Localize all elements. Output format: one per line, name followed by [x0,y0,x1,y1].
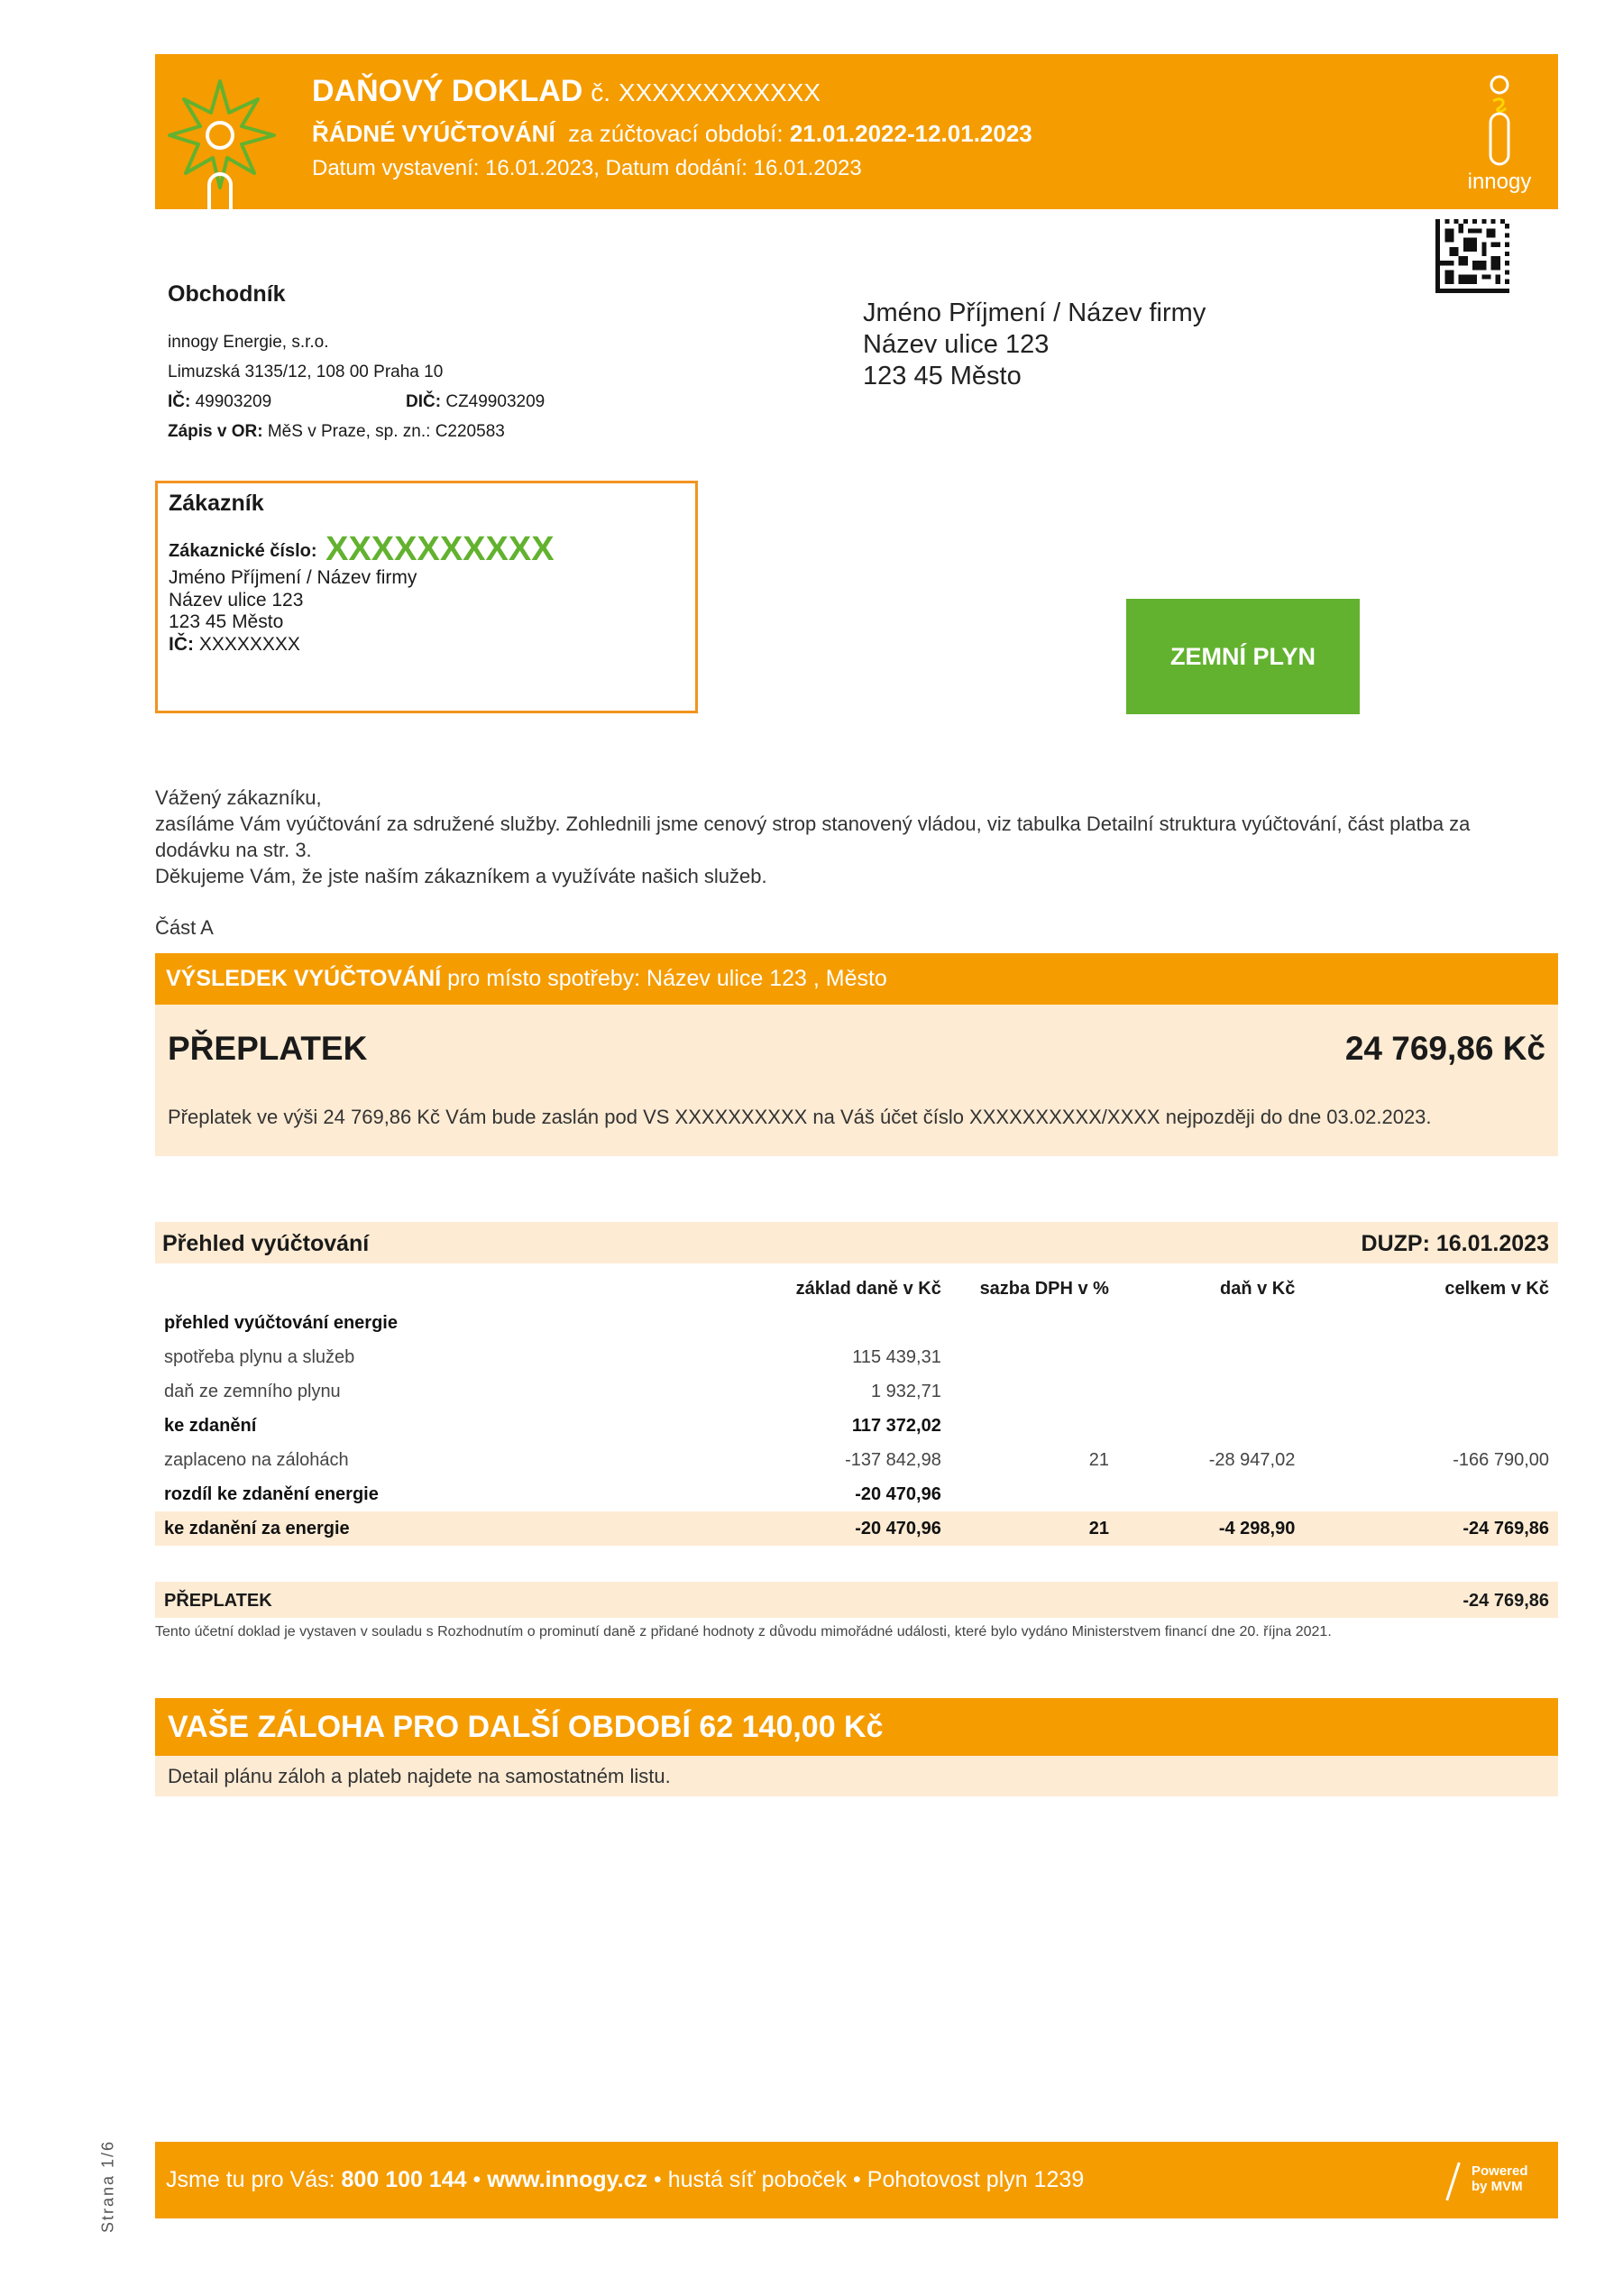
greeting-thanks: Děkujeme Vám, že jste naším zákazníkem a využíváte našich služeb. [155,865,767,887]
row-description: rozdíl ke zdanění energie [164,1483,379,1504]
row-vat-rate: 21 [1088,1449,1109,1470]
row-tax [1109,1374,1295,1409]
row-tax-base: 115 439,31 [852,1346,941,1367]
powered-line-1: Powered [1472,2163,1528,2179]
legal-note: Tento účetní doklad je vystaven v souladu s Rozhodnutím o prominutí daně z přidané hodnoty z důvodu mimořádné události, které bylo vydáno Ministerstvem financí dne 20. října 2021. [155,1624,1332,1639]
row-total [1295,1374,1558,1409]
row-vat-rate [941,1340,1109,1374]
customer-ic-label: IČ: [169,633,194,655]
dates-line: Datum vystavení: 16.01.2023, Datum dodání: 16.01.2023 [312,156,862,180]
footer-intro: Jsme tu pro Vás: [166,2167,335,2192]
result-body [155,1005,1558,1156]
overview-header [155,1222,1558,1263]
recipient-street: Název ulice 123 [863,330,1050,359]
page-number [90,2123,126,2258]
row-total: -166 790,00 [1453,1449,1549,1470]
row-vat-rate [941,1306,1109,1340]
slash-icon [1445,2163,1460,2201]
seller-ids [168,387,709,417]
brand-name: innogy [1467,170,1532,194]
column-header-tax: daň v Kč [1219,1278,1296,1299]
table-row [155,1477,1558,1511]
row-description: ke zdanění za energie [155,1511,618,1546]
row-total [1295,1306,1558,1340]
seller-dic-value: CZ49903209 [445,392,546,411]
advance-header [155,1698,1558,1756]
row-tax-base: 117 372,02 [851,1415,941,1436]
table-row-highlighted [155,1511,1558,1546]
footer-branches: hustá síť poboček [667,2167,848,2192]
greeting-salutation: Vážený zákazníku, [155,786,322,809]
seller-register [168,417,709,446]
row-tax: -28 947,02 [1208,1449,1296,1470]
seller-address: Limuzská 3135/12, 108 00 Praha 10 [168,363,444,381]
part-label: Část A [155,916,214,939]
row-tax-base: -20 470,96 [618,1511,940,1546]
innogy-logo [1450,72,1549,203]
greeting-body: zasíláme Vám vyúčtování za sdružené služby. Zohlednili jsme cenový strop stanovený vládou, viz tabulka Detailní struktura vyúčtování, část platba za dodávku na str. 3. [155,813,1471,861]
row-total [1295,1477,1558,1511]
doc-number-prefix: č. [591,78,611,106]
customer-ic [169,634,417,657]
row-tax [1109,1306,1295,1340]
row-tax-base: 1 932,71 [870,1381,941,1401]
row-description: spotřeba plynu a služeb [164,1346,355,1367]
overview-table [155,1272,1558,1546]
customer-box [155,481,698,713]
result-label: PŘEPLATEK [168,1030,368,1067]
column-header-vat-rate: sazba DPH v % [979,1278,1109,1299]
seller-company: innogy Energie, s.r.o. [168,333,329,352]
overview-duzp: DUZP: 16.01.2023 [1361,1231,1549,1256]
bullet-separator: • [653,2167,662,2192]
row-total [1295,1340,1558,1374]
overview-title: Přehled vyúčtování [162,1231,370,1256]
table-row [155,1374,1558,1409]
advance-note: Detail plánu záloh a plateb najdete na samostatném listu. [168,1765,671,1787]
table-row [155,1340,1558,1374]
result-header-place: pro místo spotřeby: Název ulice 123 , Město [447,966,887,991]
doc-number: XXXXXXXXXXXX [618,78,821,106]
recipient-address [863,298,1206,392]
customer-number-value: XXXXXXXXXX [326,530,555,568]
row-total [1295,1409,1558,1443]
recipient-name: Jméno Příjmení / Název firmy [863,298,1206,327]
row-tax [1109,1340,1295,1374]
result-amount: 24 769,86 Kč [1344,1030,1545,1067]
seller-dic-label: DIČ: [406,392,442,411]
result-header-title: VÝSLEDEK VYÚČTOVÁNÍ [166,966,442,991]
document-header [155,54,1558,209]
datamatrix-code-icon [1435,219,1509,293]
powered-line-2: by MVM [1472,2179,1523,2194]
row-tax [1109,1409,1295,1443]
document-title [312,74,821,109]
row-total: -24 769,86 [1295,1511,1558,1546]
doc-type: DAŇOVÝ DOKLAD [312,74,583,108]
row-description: zaplaceno na zálohách [164,1449,349,1470]
recipient-city: 123 45 Město [863,362,1022,390]
overpayment-summary-row [155,1582,1558,1618]
row-tax-base: -20 470,96 [855,1483,941,1504]
advance-body [155,1756,1558,1796]
seller-register-label: Zápis v OR: [168,422,263,441]
column-header-tax-base: základ daně v Kč [795,1278,941,1299]
billing-period-line [312,120,1032,148]
customer-number [169,530,555,569]
seller-dic [406,387,545,417]
greeting-text [155,785,1562,889]
customer-street: Název ulice 123 [169,589,304,611]
row-tax-base: -137 842,98 [845,1449,941,1470]
column-header-total: celkem v Kč [1444,1278,1549,1299]
row-vat-rate: 21 [941,1511,1109,1546]
row-tax [1109,1477,1295,1511]
customer-number-label: Zákaznické číslo: [169,541,317,561]
row-vat-rate [941,1409,1109,1443]
overpayment-value: -24 769,86 [1463,1591,1549,1611]
row-vat-rate [941,1477,1109,1511]
customer-details [169,567,417,656]
advance-title: VAŠE ZÁLOHA PRO DALŠÍ OBDOBÍ 62 140,00 Kč [168,1710,884,1744]
seller-block [168,281,709,446]
footer-phone[interactable]: 800 100 144 [341,2167,467,2192]
seller-ic-value: 49903209 [195,392,272,411]
billing-type: ŘÁDNÉ VYÚČTOVÁNÍ [312,120,555,147]
result-note: Přeplatek ve výši 24 769,86 Kč Vám bude zaslán pod VS XXXXXXXXXX na Váš účet číslo XXXXXXXXXX/XXXX nejpozději do dne 03.02.2023. [168,1106,1432,1128]
footer [155,2142,1558,2218]
customer-city: 123 45 Město [169,611,284,632]
row-description: přehled vyúčtování energie [164,1312,398,1333]
customer-title: Zákazník [169,491,264,516]
powered-by-mvm-logo [1452,2160,1533,2203]
period-value: 21.01.2022-12.01.2023 [789,120,1032,147]
seller-title: Obchodník [168,281,286,307]
innogy-i-logo-icon [1450,72,1549,167]
overpayment-label: PŘEPLATEK [164,1591,272,1611]
footer-emergency: Pohotovost plyn 1239 [867,2167,1085,2192]
seller-ic-label: IČ: [168,392,191,411]
row-tax: -4 298,90 [1109,1511,1295,1546]
row-description: daň ze zemního plynu [164,1381,341,1401]
customer-ic-value: XXXXXXXX [198,633,300,655]
column-header-description [155,1272,618,1306]
period-label: za zúčtovací období: [568,120,784,147]
footer-website-link[interactable]: www.innogy.cz [487,2167,648,2192]
table-row [155,1443,1558,1477]
customer-name: Jméno Příjmení / Název firmy [169,567,417,588]
row-description: ke zdanění [164,1415,257,1436]
page-number-text: Strana 1/6 [98,2139,117,2234]
bullet-separator: • [472,2167,481,2192]
seller-register-value: MěS v Praze, sp. zn.: C220583 [267,422,505,441]
table-row [155,1306,1558,1340]
innogy-star-logo-icon [168,72,276,209]
row-tax-base [618,1306,940,1340]
result-header [155,953,1558,1005]
table-header-row [155,1272,1558,1306]
table-row [155,1409,1558,1443]
bullet-separator: • [853,2167,861,2192]
footer-contact-line [166,2167,1084,2193]
row-vat-rate [941,1374,1109,1409]
product-badge: ZEMNÍ PLYN [1126,599,1360,714]
